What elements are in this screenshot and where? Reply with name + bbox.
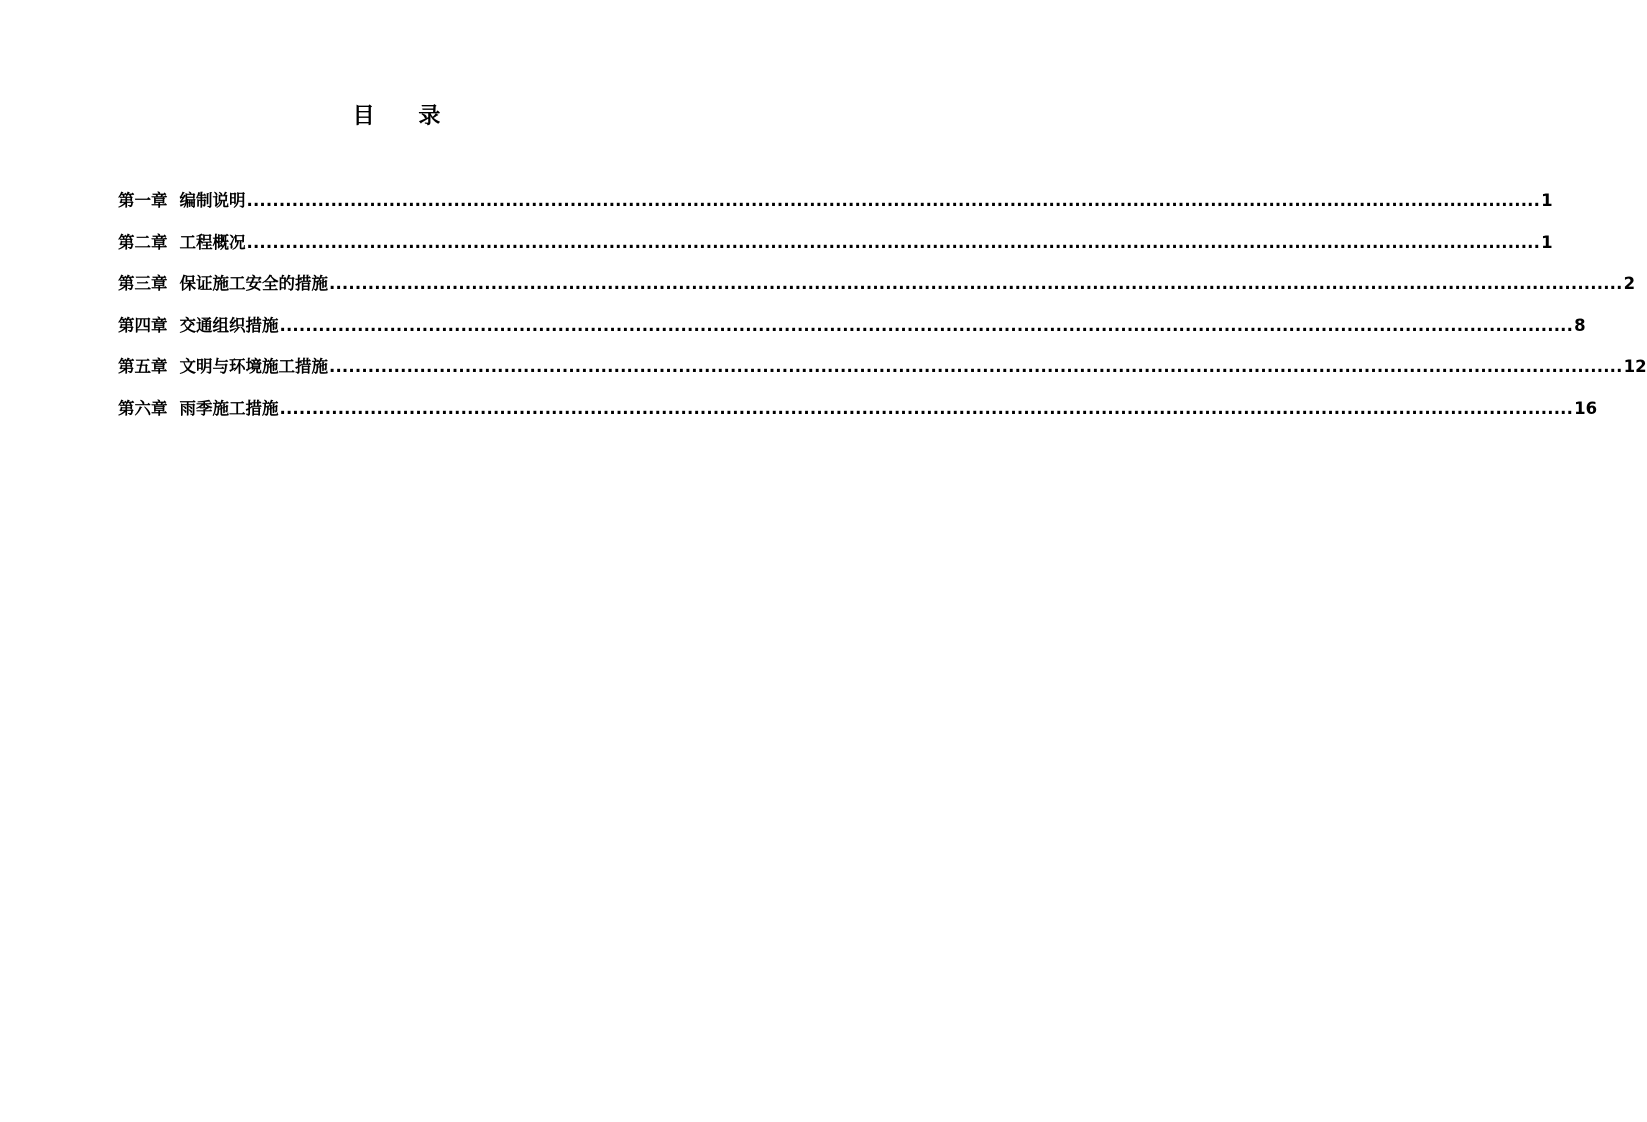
toc-page-number: 8 [1574,315,1586,335]
toc-entry[interactable] [118,186,1553,228]
toc-chapter-number: 第一章 [118,191,168,210]
toc-dot-leader: ........................................................................................................................................................................................................ [329,274,1623,294]
toc-chapter-number: 第五章 [118,357,168,377]
toc-entry[interactable] [118,352,1647,394]
toc-page-number: 2 [1623,274,1636,294]
toc-dot-leader: ........................................................................................................................................................................................................ [246,191,1541,210]
toc-page-number: 12 [1623,357,1647,377]
toc-heading: 交通组织措施 [179,315,279,335]
toc-dot-leader: ........................................................................................................................................................................................................ [279,315,1574,335]
toc-entry[interactable] [118,269,1636,311]
toc-page-number: 1 [1541,191,1553,210]
toc-entry[interactable] [118,311,1586,353]
toc-heading: 保证施工安全的措施 [179,274,328,294]
toc-dot-leader: ........................................................................................................................................................................................................ [329,357,1623,377]
toc-page-number: 1 [1541,232,1553,252]
toc-heading: 工程概况 [179,232,246,252]
table-of-contents [118,186,1647,436]
toc-page-number: 16 [1574,398,1598,418]
toc-chapter-number: 第二章 [118,232,168,252]
toc-title: 目 录 [352,104,459,129]
toc-dot-leader: ........................................................................................................................................................................................................ [279,398,1574,418]
toc-chapter-number: 第六章 [118,398,168,418]
toc-chapter-number: 第三章 [118,274,168,294]
toc-heading: 文明与环境施工措施 [179,357,328,377]
toc-heading: 编制说明 [179,191,246,210]
toc-dot-leader: ........................................................................................................................................................................................................ [246,232,1541,252]
toc-entry[interactable] [118,394,1598,436]
toc-chapter-number: 第四章 [118,315,168,335]
toc-heading: 雨季施工措施 [179,398,279,418]
toc-entry[interactable] [118,228,1553,270]
